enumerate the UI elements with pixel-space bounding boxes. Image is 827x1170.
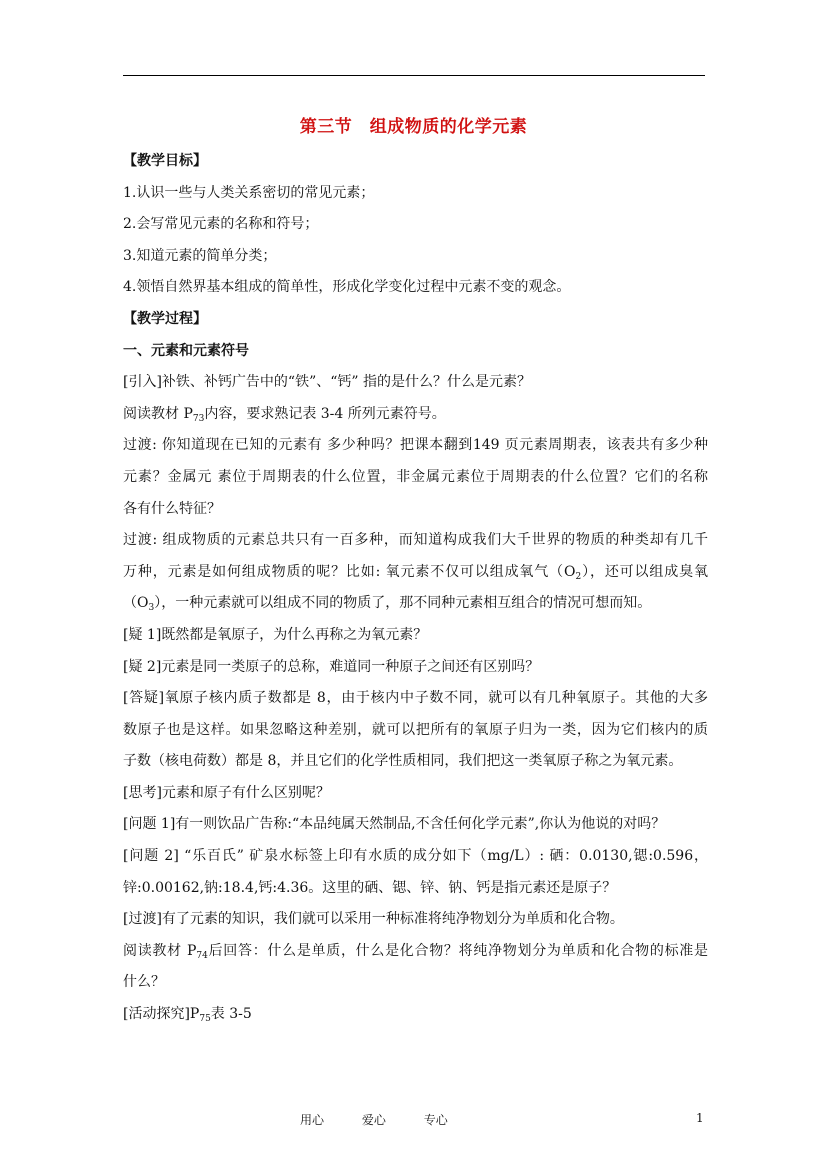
think-line: [思考]元素和原子有什么区别呢？ xyxy=(123,784,330,801)
goal-item: 4.领悟自然界基本组成的简单性，形成化学变化过程中元素不变的观念。 xyxy=(123,279,571,296)
header-rule xyxy=(123,75,705,76)
transition-line: 元素？金属元 素位于周期表的什么位置，非金属元素位于周期表的什么位置？它们的名称 xyxy=(123,468,708,485)
transition-line: [过渡]有了元素的知识，我们就可以采用一种标准将纯净物划分为单质和化合物。 xyxy=(123,911,624,928)
transition-line: 过渡: 你知道现在已知的元素有 多少种吗？把课本翻到149 页元素周期表，该表共有多少种 xyxy=(123,437,708,454)
document-body xyxy=(123,146,708,1031)
goals-heading: 【教学目标】 xyxy=(123,153,207,169)
transition-line: $(O_3)$，一种元素就可以组成不同的物质了，那不同种元素相互组合的情况可想而知。 xyxy=(123,595,652,614)
footer-word: 用心 xyxy=(300,1113,325,1127)
footer-motto xyxy=(300,1111,482,1128)
answer-line: [答疑]氧原子核内质子数都是 8，由于核内中子数不同，就可以有几种氧原子。其他的大多 xyxy=(123,690,708,707)
goal-item: 3.知道元素的简单分类； xyxy=(123,247,277,264)
activity-line: [活动探究]$P_{75}$表 3-5 xyxy=(123,1006,252,1025)
problem-2-line: [问题 2] “乐百氏” 矿泉水标签上印有水质的成分如下（mg/L）: 硒：0.0130,锶:0.596， xyxy=(123,848,708,865)
reading-instruction: 阅读教材 $P_{74}$后回答：什么是单质，什么是化合物？将纯净物划分为单质和化合物的标准是 xyxy=(123,942,708,961)
problem-2-line: 锌:0.00162,钠:18.4,钙:4.36。这里的硒、锶、锌、钠、钙是指元素还是原子？ xyxy=(123,879,617,896)
problem-1: [问题 1]有一则饮品广告称:“本品纯属天然制品,不含任何化学元素”,你认为他说的对吗？ xyxy=(123,816,666,833)
answer-line: 子数（核电荷数）都是 8，并且它们的化学性质相同，我们把这一类氧原子称之为氧元素。 xyxy=(123,753,683,770)
process-heading: 【教学过程】 xyxy=(123,310,207,327)
transition-line: 各有什么特征？ xyxy=(123,500,221,517)
reading-instruction: 什么？ xyxy=(123,974,165,991)
footer-word: 爱心 xyxy=(361,1113,386,1127)
intro-paragraph: [引入]补铁、补钙广告中的“铁”、“钙” 指的是什么？什么是元素？ xyxy=(123,374,532,391)
answer-line: 数原子也是这样。如果忽略这种差别，就可以把所有的氧原子归为一类，因为它们核内的质 xyxy=(123,721,708,738)
reading-instruction: 阅读教材 $P_{73}$内容，要求熟记表 3-4 所列元素符号。 xyxy=(123,405,446,424)
footer-word: 专心 xyxy=(423,1113,448,1127)
question-1: [疑 1]既然都是氧原子，为什么再称之为氧元素？ xyxy=(123,626,428,643)
transition-line: 过渡: 组成物质的元素总共只有一百多种，而知道构成我们大千世界的物质的种类却有几千 xyxy=(123,532,708,549)
transition-line: 万种，元素是如何组成物质的呢？比如: 氧元素不仅可以组成氧气$(O_2)$，还可以组成臭氧 xyxy=(123,563,708,582)
goal-item: 1.认识一些与人类关系密切的常见元素； xyxy=(123,184,375,201)
part1-heading: 一、元素和元素符号 xyxy=(123,342,249,359)
page-title: 第三节 组成物质的化学元素 xyxy=(299,117,528,137)
goal-item: 2.会写常见元素的名称和符号； xyxy=(123,216,319,233)
page-number: 1 xyxy=(696,1111,704,1125)
question-2: [疑 2]元素是同一类原子的总称，难道同一种原子之间还有区别吗？ xyxy=(123,658,540,675)
